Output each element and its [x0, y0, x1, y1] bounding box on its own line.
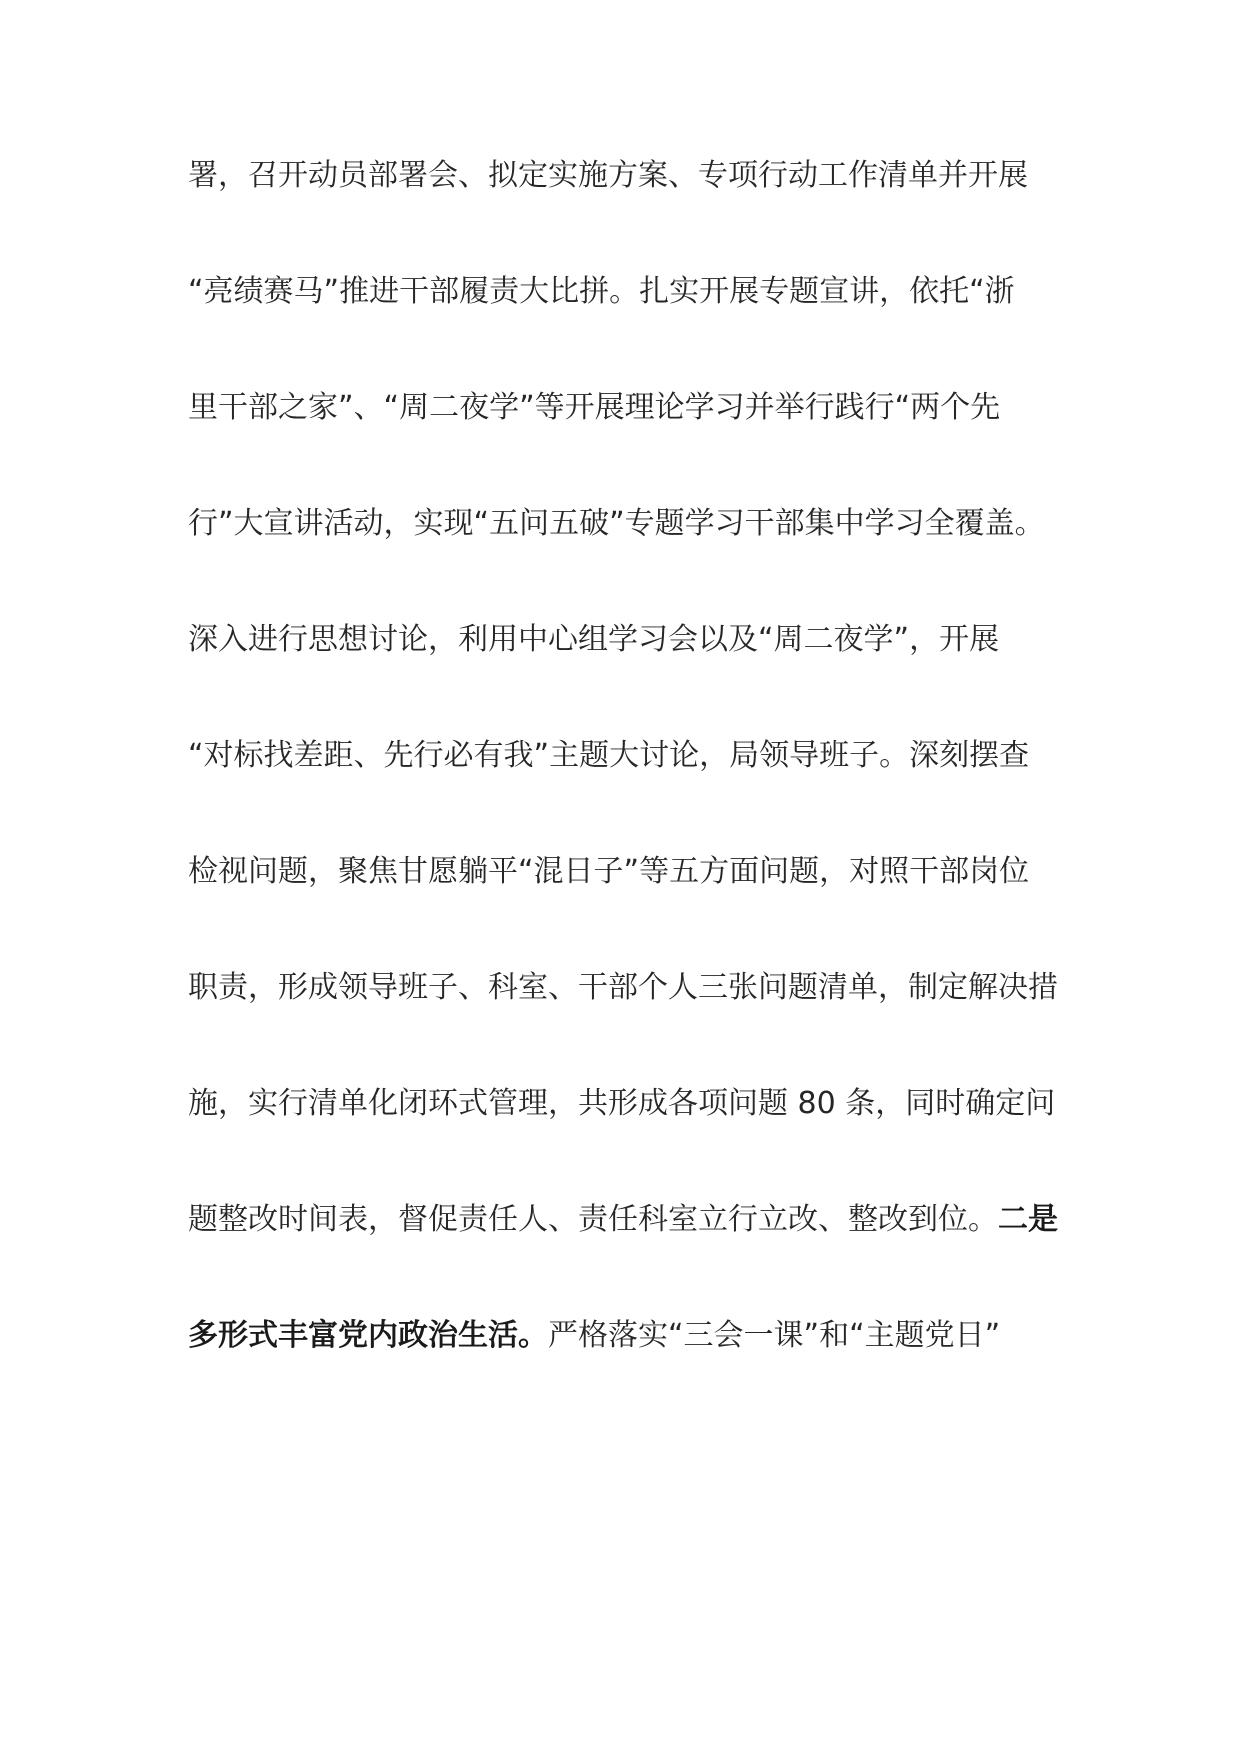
line-text: 里干部之家”、“周二夜学”等开展理论学习并举行践行“两个先	[188, 390, 1001, 425]
line-bold-heading: 二是	[998, 1202, 1058, 1237]
paragraph-line-1	[188, 146, 1068, 206]
paragraph-line-4	[188, 494, 1068, 554]
line-text: 检视问题，聚焦甘愿躺平“混日子”等五方面问题，对照干部岗位	[188, 854, 1030, 889]
line-text: 施，实行清单化闭环式管理，共形成各项问题 80 条，同时确定问	[188, 1086, 1056, 1121]
paragraph-line-10	[188, 1190, 1068, 1250]
line-text: 行”大宣讲活动，实现“五问五破”专题学习干部集中学习全覆盖。	[188, 506, 1045, 541]
line-text: 职责，形成领导班子、科室、干部个人三张问题清单，制定解决措	[188, 970, 1058, 1005]
paragraph-line-2	[188, 262, 1068, 322]
line-text: 深入进行思想讨论，利用中心组学习会以及“周二夜学”，开展	[188, 622, 1000, 657]
paragraph-line-8	[188, 958, 1068, 1018]
paragraph-line-6	[188, 726, 1068, 786]
line-text: “对标找差距、先行必有我”主题大讨论，局领导班子。深刻摆查	[188, 738, 1030, 773]
paragraph-line-7	[188, 842, 1068, 902]
paragraph-line-9	[188, 1074, 1068, 1134]
paragraph-line-3	[188, 378, 1068, 438]
paragraph-line-5	[188, 610, 1068, 670]
line-text: 严格落实“三会一课”和“主题党日”	[548, 1318, 1001, 1353]
line-bold-heading: 多形式丰富党内政治生活。	[188, 1318, 548, 1353]
line-text: 题整改时间表，督促责任人、责任科室立行立改、整改到位。	[188, 1202, 998, 1237]
paragraph-line-11	[188, 1306, 1068, 1366]
line-text: “亮绩赛马”推进干部履责大比拼。扎实开展专题宣讲，依托“浙	[188, 274, 1015, 309]
line-text: 署，召开动员部署会、拟定实施方案、专项行动工作清单并开展	[188, 158, 1028, 193]
